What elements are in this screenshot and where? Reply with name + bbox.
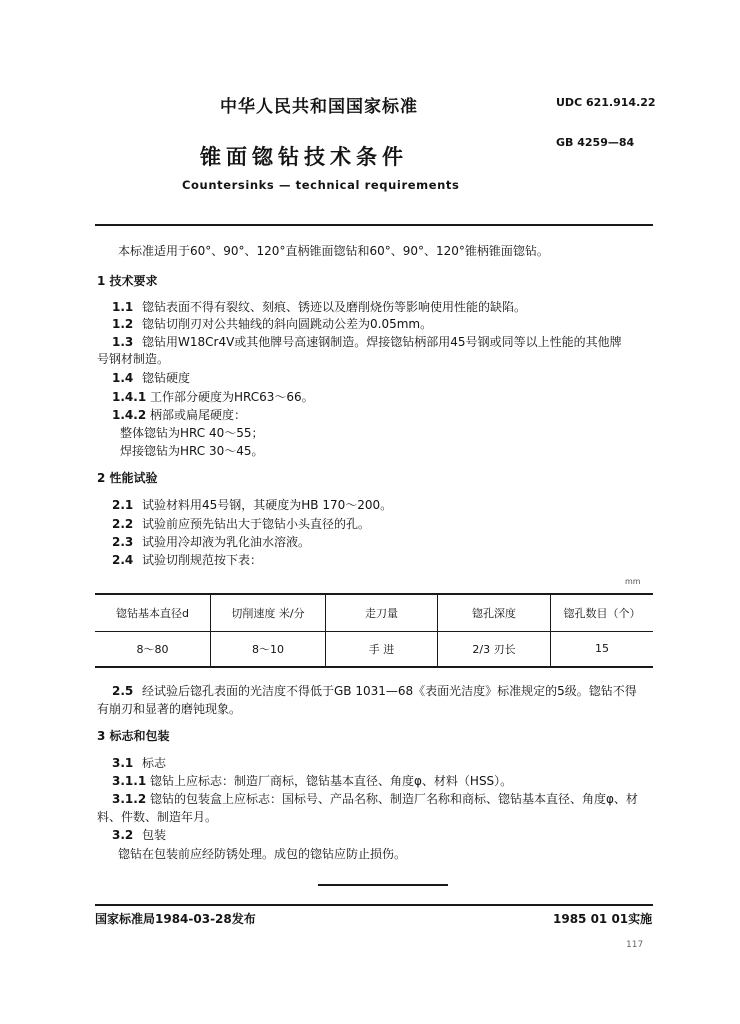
clause-2-2 [112, 515, 370, 532]
udc-code: UDC 621.914.22 [556, 96, 656, 109]
header-nominal-diameter: 锪钻基本直径d [95, 594, 211, 631]
section-3-heading: 3 标志和包装 [97, 729, 170, 743]
clause-text: 包装 [142, 828, 167, 842]
clause-1-4-2 [112, 406, 246, 423]
implementation-date: 1985 01 01实施 [553, 912, 653, 926]
clause-2-5 [112, 682, 637, 699]
solid-countersink-hardness: 整体锪钻为HRC 40～55； [120, 426, 264, 440]
header-hole-count: 锪孔数目（个） [551, 594, 654, 631]
clause-3-1-2-continued: 料、件数、制造年月。 [97, 810, 218, 824]
table-row [95, 631, 653, 667]
clause-text: 标志 [142, 756, 167, 770]
section-1-heading: 1 技术要求 [97, 274, 158, 288]
end-of-text-divider [318, 884, 448, 886]
clause-number: 3.1.2 [112, 792, 147, 806]
clause-3-1-1 [112, 772, 512, 789]
clause-number: 1.4 [112, 371, 134, 385]
clause-text: 试验切削规范按下表： [142, 553, 263, 567]
clause-text: 锪钻表面不得有裂纹、刻痕、锈迹以及磨削烧伤等影响使用性能的缺陷。 [142, 300, 527, 314]
packaging-paragraph: 锪钻在包装前应经防锈处理。成包的锪钻应防止损伤。 [118, 847, 407, 861]
clause-3-2 [112, 826, 166, 843]
clause-text: 试验材料用45号钢，其硬度为HB 170～200。 [142, 498, 393, 512]
cell-cutting-speed: 8～10 [211, 631, 326, 667]
clause-text: 工作部分硬度为HRC63～66。 [150, 390, 314, 404]
header-feed: 走刀量 [326, 594, 438, 631]
clause-1-4 [112, 369, 190, 386]
clause-number: 3.1.1 [112, 774, 147, 788]
cell-countersink-depth: 2/3 刃长 [438, 631, 551, 667]
clause-1-3-continued: 号钢材制造。 [97, 352, 170, 366]
issue-date: 国家标准局1984-03-28发布 [95, 912, 256, 926]
gb-standard-number: GB 4259—84 [556, 136, 635, 149]
welded-countersink-hardness: 焊接锪钻为HRC 30～45。 [120, 444, 264, 458]
clause-text: 经试验后锪孔表面的光洁度不得低于GB 1031—68《表面光洁度》标准规定的5级。锪钻不得 [142, 684, 637, 698]
section-2-heading: 2 性能试验 [97, 471, 158, 485]
clause-2-5-continued: 有崩刃和显著的磨钝现象。 [97, 702, 242, 716]
clause-1-4-1 [112, 388, 314, 405]
clause-3-1-2 [112, 790, 638, 807]
clause-text: 锪钻用W18Cr4V或其他牌号高速钢制造。焊接锪钻柄部用45号钢或同等以上性能的其他牌 [142, 335, 622, 349]
table-unit-label: mm [625, 577, 641, 586]
clause-text: 锪钻上应标志：制造厂商标，锪钻基本直径、角度φ、材料（HSS）。 [150, 774, 513, 788]
clause-number: 1.2 [112, 317, 134, 331]
clause-2-3 [112, 533, 310, 550]
document-title: 锥面锪钻技术条件 [200, 145, 408, 169]
clause-number: 2.3 [112, 535, 134, 549]
cell-nominal-diameter: 8～80 [95, 631, 211, 667]
clause-1-1 [112, 298, 526, 315]
clause-number: 3.2 [112, 828, 134, 842]
cell-feed: 手 进 [326, 631, 438, 667]
clause-number: 3.1 [112, 756, 134, 770]
clause-number: 2.1 [112, 498, 134, 512]
page-number: 117 [626, 940, 644, 950]
header-countersink-depth: 锪孔深度 [438, 594, 551, 631]
footer-divider [95, 904, 653, 906]
clause-3-1 [112, 754, 166, 771]
clause-1-3 [112, 333, 622, 350]
clause-number: 1.3 [112, 335, 134, 349]
clause-text: 试验用冷却液为乳化油水溶液。 [142, 535, 311, 549]
cutting-conditions-table [95, 593, 653, 668]
clause-number: 1.1 [112, 300, 134, 314]
scope-paragraph: 本标准适用于60°、90°、120°直柄锥面锪钻和60°、90°、120°锥柄锥面锪钻。 [118, 244, 549, 258]
clause-text: 试验前应预先钻出大于锪钻小头直径的孔。 [142, 517, 371, 531]
cell-hole-count: 15 [551, 631, 654, 667]
clause-2-1 [112, 496, 392, 513]
clause-number: 2.2 [112, 517, 134, 531]
clause-number: 2.4 [112, 553, 134, 567]
issuing-country-header: 中华人民共和国国家标准 [220, 97, 418, 117]
clause-2-4 [112, 551, 262, 568]
clause-text: 锪钻的包装盒上应标志：国标号、产品名称、制造厂名称和商标、锪钻基本直径、角度φ、材 [150, 792, 638, 806]
clause-number: 1.4.1 [112, 390, 147, 404]
top-divider [95, 224, 653, 226]
table-header-row [95, 594, 653, 631]
clause-text: 柄部或扁尾硬度： [150, 408, 247, 422]
clause-1-2 [112, 315, 432, 332]
clause-text: 锪钻切削刃对公共轴线的斜向圆跳动公差为0.05mm。 [142, 317, 433, 331]
clause-number: 1.4.2 [112, 408, 147, 422]
english-title: Countersinks — technical requirements [182, 178, 460, 192]
header-cutting-speed: 切削速度 米/分 [211, 594, 326, 631]
clause-text: 锪钻硬度 [142, 371, 191, 385]
clause-number: 2.5 [112, 684, 134, 698]
